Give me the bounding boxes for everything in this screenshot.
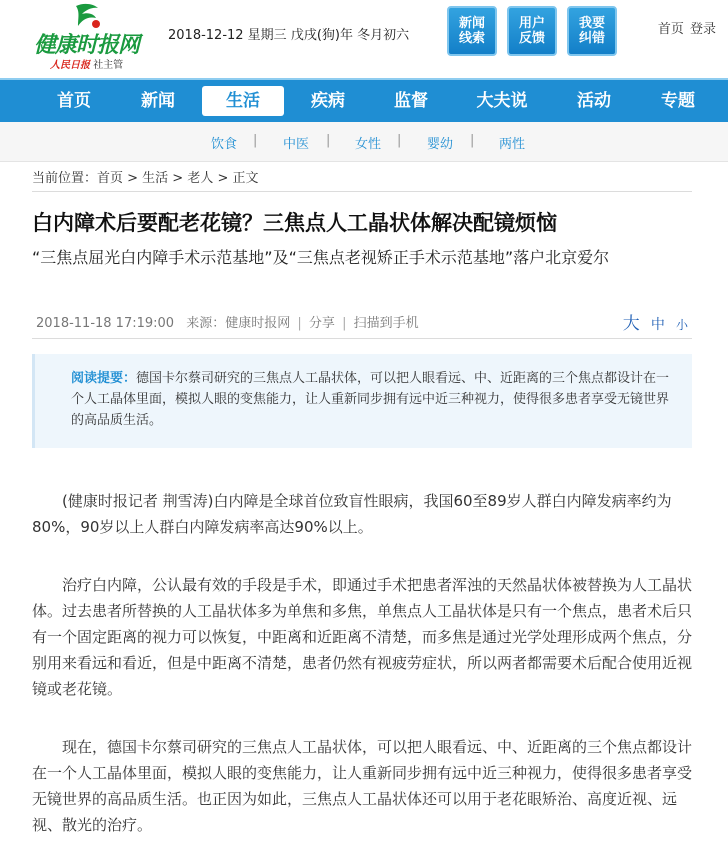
subnav-item-infants[interactable]: 婴幼 xyxy=(427,137,454,152)
badge-line1: 新闻 xyxy=(458,16,485,31)
nav-item-life[interactable]: 生活 xyxy=(202,86,284,116)
subnav-separator: | xyxy=(470,133,475,148)
subnav-item-women[interactable]: 女性 xyxy=(355,137,382,152)
badge-line2: 纠错 xyxy=(578,31,605,46)
nav-item-doctor-says[interactable]: 大夫说 xyxy=(476,91,528,111)
breadcrumb: 当前位置：首页 > 生活 > 老人 > 正文 xyxy=(32,171,259,186)
subnav-separator: | xyxy=(397,133,402,148)
article-title: 白内障术后要配老花镜？三焦点人工晶状体解决配镜烦恼 xyxy=(32,211,557,235)
nav-item-activities[interactable]: 活动 xyxy=(577,91,611,111)
share-link[interactable]: 分享 xyxy=(308,316,335,331)
font-size-large-button[interactable]: 大 xyxy=(622,314,640,334)
site-header xyxy=(0,0,728,78)
user-feedback-button[interactable] xyxy=(507,6,557,56)
nav-item-news[interactable]: 新闻 xyxy=(141,91,175,111)
article-paragraph: (健康时报记者 荆雪涛)白内障是全球首位致盲性眼病，我国60至89岁人群白内障发病率约为80%，90岁以上人群白内障发病率高达90%以上。 xyxy=(32,492,672,536)
meta-separator: | xyxy=(342,316,347,331)
font-size-medium-button[interactable]: 中 xyxy=(650,317,665,333)
font-size-switcher xyxy=(623,309,688,334)
logo-sub-brand: 人民日报 xyxy=(50,60,90,71)
nav-item-supervision[interactable]: 监督 xyxy=(394,91,428,111)
date-line: 2018-12-12 星期三 戊戌(狗)年 冬月初六 xyxy=(168,28,410,43)
article-meta xyxy=(36,312,419,331)
breadcrumb-divider xyxy=(32,191,692,192)
main-nav xyxy=(0,78,728,122)
nav-item-home[interactable]: 首页 xyxy=(57,91,91,111)
logo-sub-text: 社主管 xyxy=(93,60,124,71)
scan-to-phone-link[interactable]: 扫描到手机 xyxy=(353,316,419,331)
sub-nav xyxy=(0,122,728,162)
badge-line1: 我要 xyxy=(578,16,605,31)
subnav-separator: | xyxy=(326,133,331,148)
login-link[interactable]: 登录 xyxy=(689,22,716,37)
top-links xyxy=(656,18,716,37)
article-datetime: 2018-11-18 17:19:00 xyxy=(36,316,175,331)
font-size-small-button[interactable]: 小 xyxy=(675,318,688,332)
subnav-item-tcm[interactable]: 中医 xyxy=(283,137,310,152)
article-paragraph: 现在，德国卡尔蔡司研究的三焦点人工晶状体，可以把人眼看远、中、近距离的三个焦点都设计在一个人工晶体里面，模拟人眼的变焦能力，让人重新同步拥有远中近三种视力，使得很多患者享受无镜世界的高品质生活。也正因为如此，三焦点人工晶状体还可以用于老花眼矫治、高度近视、远视、散光的治疗。 xyxy=(32,738,693,834)
site-logo[interactable] xyxy=(30,2,155,74)
badge-line1: 用户 xyxy=(518,16,545,31)
news-tip-button[interactable] xyxy=(447,6,497,56)
meta-divider xyxy=(32,338,692,339)
subnav-item-diet[interactable]: 饮食 xyxy=(211,137,238,152)
summary-label: 阅读提要： xyxy=(71,371,137,386)
home-link[interactable]: 首页 xyxy=(657,22,684,37)
article-paragraph: 治疗白内障，公认最有效的手段是手术，即通过手术把患者浑浊的天然晶状体被替换为人工晶状体。过去患者所替换的人工晶状体多为单焦和多焦，单焦点人工晶状体是只有一个焦点，患者术后只有一个固定距离的视力可以恢复，中距离和近距离不清楚，而多焦是通过光学处理形成两个焦点，分别用来看远和看近，但是中距离不清楚，患者仍然有视疲劳症状，所以两者都需要术后配合使用近视镜或老花镜。 xyxy=(32,576,693,698)
logo-subtitle xyxy=(50,56,123,71)
badge-line2: 线索 xyxy=(458,31,485,46)
report-error-button[interactable] xyxy=(567,6,617,56)
summary-text: 德国卡尔蔡司研究的三焦点人工晶状体，可以把人眼看远、中、近距离的三个焦点都设计在一个人工晶体里面，模拟人眼的变焦能力，让人重新同步拥有远中近三种视力，使得很多患者享受无镜世界的高品质生活。 xyxy=(71,371,670,428)
logo-emblem-icon xyxy=(70,2,104,30)
subnav-separator: | xyxy=(253,133,258,148)
nav-item-topics[interactable]: 专题 xyxy=(661,91,695,111)
logo-title: 健康时报网 xyxy=(34,32,140,58)
article-summary xyxy=(32,354,692,448)
nav-item-disease[interactable]: 疾病 xyxy=(311,91,345,111)
article-subtitle: “三焦点屈光白内障手术示范基地”及“三焦点老视矫正手术示范基地”落户北京爱尔 xyxy=(32,248,610,267)
badge-line2: 反馈 xyxy=(518,31,545,46)
meta-separator: | xyxy=(297,316,302,331)
subnav-item-sexuality[interactable]: 两性 xyxy=(499,137,526,152)
article-source[interactable]: 来源：健康时报网 xyxy=(186,316,291,331)
